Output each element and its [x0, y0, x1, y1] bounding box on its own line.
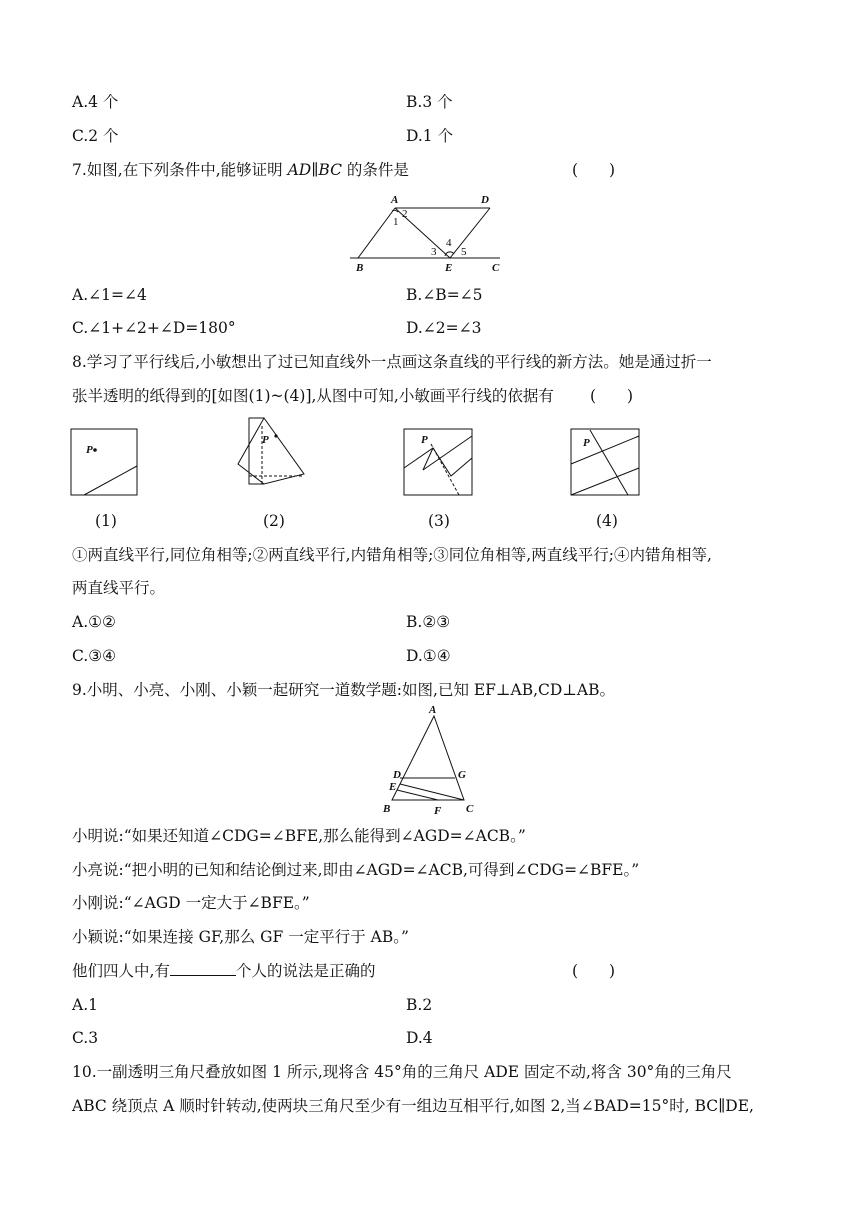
q8-caption-2: (2) — [263, 512, 285, 530]
q7-option-a: A.∠1=∠4 — [72, 286, 147, 304]
q8-stem-line1: 8.学习了平行线后,小敏想出了过已知直线外一点画这条直线的平行线的新方法。她是通过折一 — [72, 353, 712, 371]
svg-text:G: G — [458, 769, 466, 781]
svg-text:E: E — [445, 262, 453, 274]
svg-text:3: 3 — [431, 246, 437, 258]
svg-text:P: P — [421, 434, 428, 446]
q8-figure-3 — [403, 428, 475, 500]
svg-text:D: D — [393, 769, 401, 781]
q6-option-a: A.4 个 — [72, 93, 119, 111]
q9-option-d: D.4 — [406, 1029, 433, 1047]
q9-figure — [380, 702, 490, 820]
q6-option-c: C.2 个 — [72, 127, 119, 145]
svg-text:P: P — [86, 444, 93, 456]
svg-text:A: A — [429, 704, 437, 716]
q9-gang-statement: 小刚说:“∠AGD 一定大于∠BFE。” — [72, 894, 310, 912]
q8-option-a: A.①② — [72, 613, 116, 631]
q9-stem: 9.小明、小亮、小刚、小颖一起研究一道数学题:如图,已知 EF⊥AB,CD⊥AB。 — [72, 681, 615, 699]
svg-text:E: E — [389, 781, 397, 793]
q9-ying-statement: 小颖说:“如果连接 GF,那么 GF 一定平行于 AB。” — [72, 928, 409, 946]
q8-statements-line2: 两直线平行。 — [72, 579, 166, 597]
q8-answer-paren: ( ) — [590, 387, 634, 405]
q8-stem-line2: 张半透明的纸得到的[如图(1)~(4)],从图中可知,小敏画平行线的依据有 — [72, 387, 554, 405]
svg-text:F: F — [434, 805, 442, 817]
q9-option-c: C.3 — [72, 1029, 99, 1047]
q8-option-c: C.③④ — [72, 647, 117, 665]
svg-text:B: B — [383, 803, 391, 815]
svg-text:P: P — [583, 437, 590, 449]
q10-stem-line2: ABC 绕顶点 A 顺时针转动,使两块三角尺至少有一组边互相平行,如图 2,当∠BAD=15°时, BC∥DE, — [72, 1097, 754, 1115]
q8-figure-1 — [70, 428, 140, 498]
svg-text:B: B — [356, 262, 364, 274]
svg-text:D: D — [481, 194, 489, 206]
svg-text:4: 4 — [446, 237, 452, 249]
q9-answer-blank — [170, 961, 236, 976]
svg-text:1: 1 — [393, 216, 399, 228]
q6-option-b: B.3 个 — [406, 93, 453, 111]
q7-figure — [350, 188, 510, 276]
q7-option-d: D.∠2=∠3 — [406, 319, 482, 337]
svg-text:A: A — [391, 194, 399, 206]
q8-caption-3: (3) — [428, 512, 450, 530]
q8-figure-2 — [234, 416, 310, 492]
q7-answer-paren: ( ) — [572, 161, 616, 179]
q9-liang-statement: 小亮说:“把小明的已知和结论倒过来,即由∠AGD=∠ACB,可得到∠CDG=∠BFE。” — [72, 861, 640, 879]
q8-caption-1: (1) — [95, 512, 117, 530]
q7-stem: 7.如图,在下列条件中,能够证明 AD∥BC 的条件是 — [72, 161, 409, 179]
svg-text:5: 5 — [461, 246, 467, 258]
q8-figure-4 — [570, 428, 642, 500]
q8-option-b: B.②③ — [406, 613, 451, 631]
svg-text:P: P — [262, 434, 269, 446]
q8-option-d: D.①④ — [406, 647, 451, 665]
q9-answer-paren: ( ) — [572, 962, 616, 980]
svg-text:C: C — [492, 262, 500, 274]
svg-text:2: 2 — [402, 208, 408, 220]
q7-option-c: C.∠1+∠2+∠D=180° — [72, 319, 236, 337]
q8-caption-4: (4) — [596, 512, 618, 530]
q9-question: 他们四人中,有 个人的说法是正确的 — [72, 962, 376, 980]
svg-text:C: C — [466, 803, 474, 815]
q9-option-b: B.2 — [406, 996, 433, 1014]
q10-stem-line1: 10.一副透明三角尺叠放如图 1 所示,现将含 45°角的三角尺 ADE 固定不动,将含 30°角的三角尺 — [72, 1063, 732, 1081]
q9-option-a: A.1 — [72, 996, 98, 1014]
q9-ming-statement: 小明说:“如果还知道∠CDG=∠BFE,那么能得到∠AGD=∠ACB。” — [72, 827, 526, 845]
q6-option-d: D.1 个 — [406, 127, 454, 145]
q7-option-b: B.∠B=∠5 — [406, 286, 483, 304]
q8-statements-line1: ①两直线平行,同位角相等;②两直线平行,内错角相等;③同位角相等,两直线平行;④内错角相等, — [72, 546, 712, 564]
